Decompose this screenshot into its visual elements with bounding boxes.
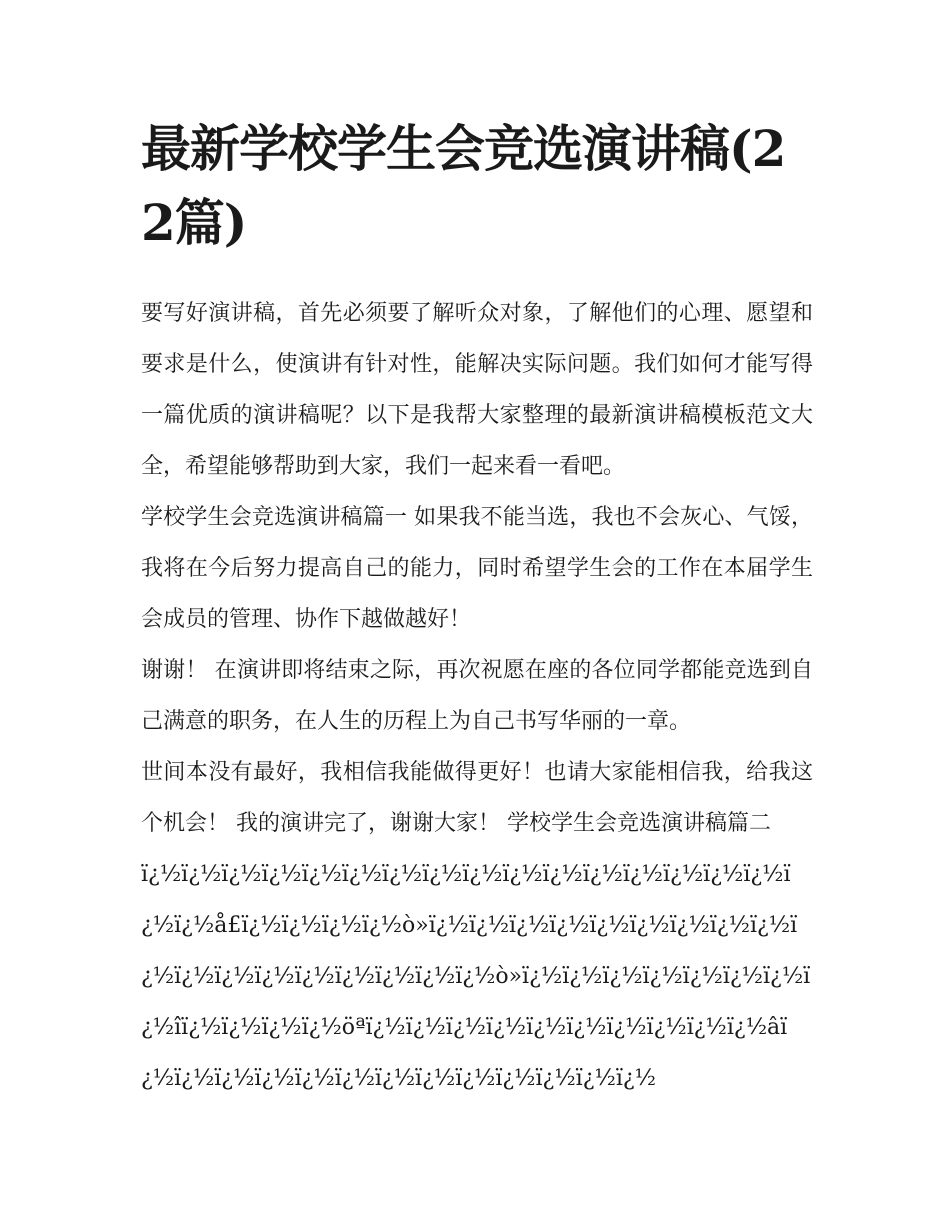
document-title: 最新学校学生会竞选演讲稿(22篇) [141,119,786,252]
speech-one-paragraph: 学校学生会竞选演讲稿篇一 如果我不能当选，我也不会灰心、气馁，我将在今后努力提高自己的能力，同时希望学生会的工作在本届学生会成员的管理、协作下越做越好！ [141,505,813,632]
intro-paragraph: 要写好演讲稿，首先必须要了解听众对象，了解他们的心理、愿望和要求是什么，使演讲有针对性，能解决实际问题。我们如何才能写得一篇优质的演讲稿呢？以下是我帮大家整理的最新演讲稿模板范文大全，希望能够帮助到大家，我们一起来看一看吧。 [141,301,813,479]
speech-two-heading-paragraph: 世间本没有最好，我相信我能做得更好！也请大家能相信我，给我这个机会！ 我的演讲完了，谢谢大家！ 学校学生会竞选演讲稿篇二 [141,760,813,836]
document-page [141,112,813,1104]
closing-thanks-paragraph: 谢谢！ 在演讲即将结束之际，再次祝愿在座的各位同学都能竞选到自己满意的职务，在人生的历程上为自己书写华丽的一章。 [141,658,813,734]
garbled-encoding-text: ï¿½ï¿½ï¿½ï¿½ï¿½ï¿½ï¿½ï¿½ï¿½ï¿½ï¿½ï¿½ï¿½ï¿½ï¿½ï¿½ï¿½ï¿½å£ï¿½ï¿½ï¿½ï¿½ò»ï¿½ï¿½ï¿½ï¿½ï¿½ï¿½ï¿½ï¿½ï¿½ï¿½ï¿½ï¿½ï¿½ï¿½ï¿½ï¿½ï¿½ï¿½ò»ï¿½ï¿½ï¿½ï¿½ï¿½ï¿½ï¿½ï¿½îï¿½ï¿½ï¿½ï¿½öªï¿½ï¿½ï¿½ï¿½ï¿½ï¿½ï¿½ï¿½ï¿½ï¿½âï¿½ï¿½ï¿½ï¿½ï¿½ï¿½ï¿½ï¿½ï¿½ï¿½ï¿½ï¿½ï¿½ [141,862,811,1091]
